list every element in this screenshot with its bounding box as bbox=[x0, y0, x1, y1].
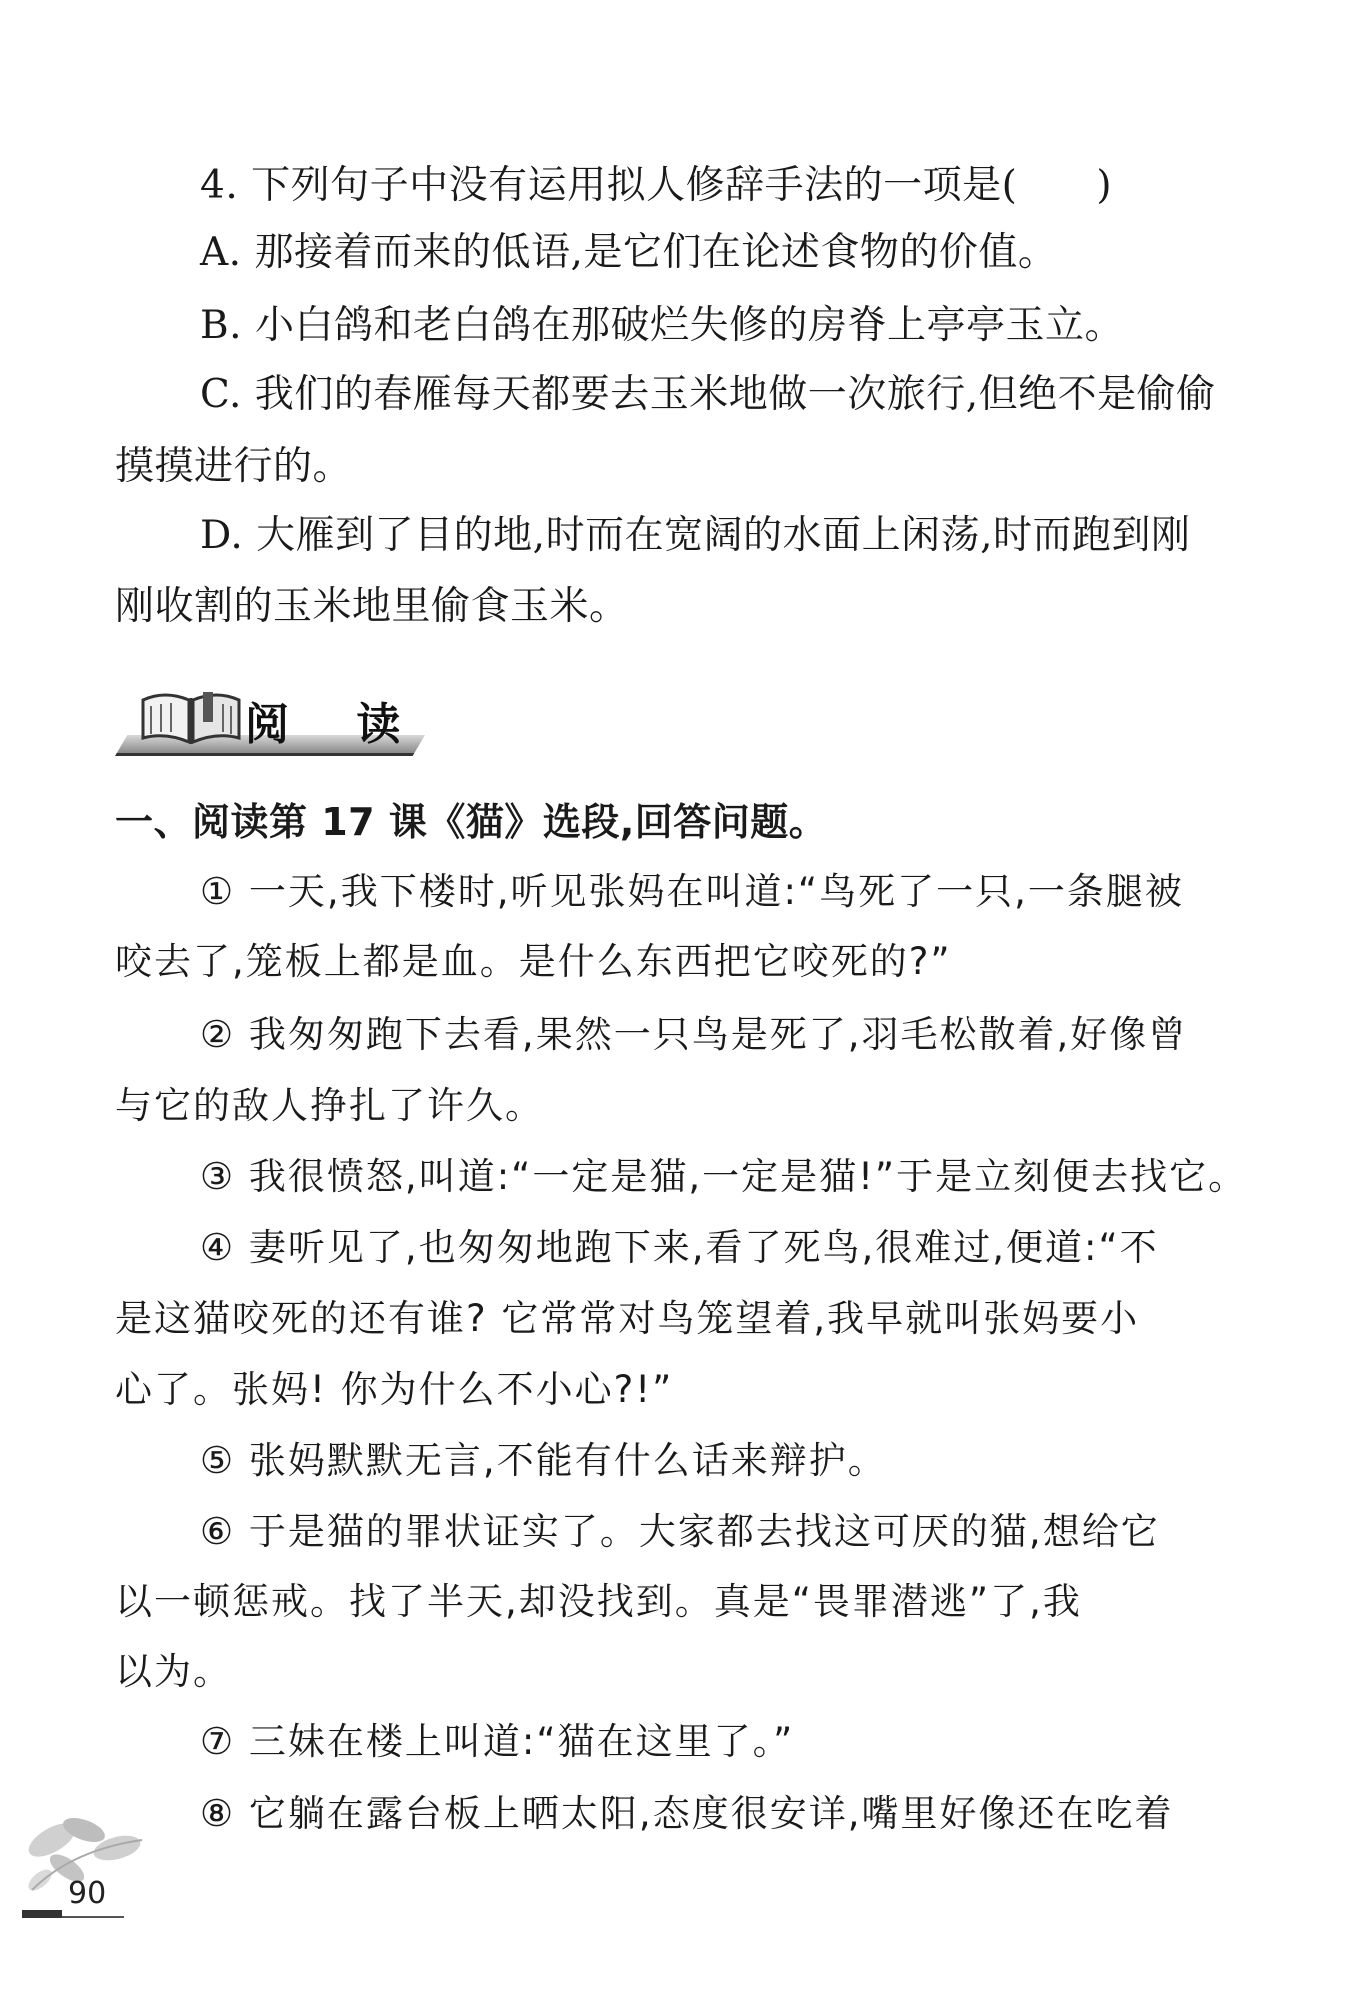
paragraph-7-line-1: ⑦ 三妹在楼上叫道:“猫在这里了。” bbox=[200, 1720, 795, 1763]
paragraph-1-line-1: ① 一天,我下楼时,听见张妈在叫道:“鸟死了一只,一条腿被 bbox=[200, 870, 1184, 913]
footer-rule bbox=[62, 1916, 124, 1918]
option-d-line-2: 刚收割的玉米地里偷食玉米。 bbox=[115, 584, 629, 629]
reading-section-header bbox=[115, 680, 435, 760]
paragraph-1-line-2: 咬去了,笼板上都是血。是什么东西把它咬死的?” bbox=[115, 940, 952, 983]
paragraph-4-line-3: 心了。张妈! 你为什么不小心?!” bbox=[115, 1368, 674, 1411]
option-b: B. 小白鸽和老白鸽在那破烂失修的房脊上亭亭玉立。 bbox=[200, 303, 1124, 348]
paragraph-2-line-1: ② 我匆匆跑下去看,果然一只鸟是死了,羽毛松散着,好像曾 bbox=[200, 1013, 1188, 1056]
paragraph-6-line-1: ⑥ 于是猫的罪状证实了。大家都去找这可厌的猫,想给它 bbox=[200, 1510, 1160, 1553]
paragraph-8-line-1: ⑧ 它躺在露台板上晒太阳,态度很安详,嘴里好像还在吃着 bbox=[200, 1792, 1174, 1835]
paragraph-2-line-2: 与它的敌人挣扎了许久。 bbox=[115, 1084, 544, 1127]
option-d-line-1: D. 大雁到了目的地,时而在宽阔的水面上闲荡,时而跑到刚 bbox=[200, 513, 1191, 558]
reading-heading: 一、阅读第 17 课《猫》选段,回答问题。 bbox=[115, 800, 828, 844]
section-title: 阅 读 bbox=[245, 699, 427, 750]
page-number: 90 bbox=[68, 1876, 107, 1911]
paragraph-5-line-1: ⑤ 张妈默默无言,不能有什么话来辩护。 bbox=[200, 1439, 887, 1482]
paragraph-4-line-1: ④ 妻听见了,也匆匆地跑下来,看了死鸟,很难过,便道:“不 bbox=[200, 1226, 1159, 1269]
paragraph-3-line-1: ③ 我很愤怒,叫道:“一定是猫,一定是猫!”于是立刻便去找它。 bbox=[200, 1155, 1248, 1198]
footer-bar bbox=[22, 1910, 62, 1918]
open-book-icon bbox=[137, 688, 245, 746]
option-c-line-1: C. 我们的春雁每天都要去玉米地做一次旅行,但绝不是偷偷 bbox=[200, 372, 1216, 417]
question-4-stem: 4. 下列句子中没有运用拟人修辞手法的一项是( ) bbox=[200, 163, 1113, 208]
option-c-line-2: 摸摸进行的。 bbox=[115, 444, 353, 489]
paragraph-6-line-2: 以一顿惩戒。找了半天,却没找到。真是“畏罪潜逃”了,我 bbox=[115, 1580, 1082, 1623]
option-a: A. 那接着而来的低语,是它们在论述食物的价值。 bbox=[200, 230, 1058, 275]
paragraph-4-line-2: 是这猫咬死的还有谁? 它常常对鸟笼望着,我早就叫张妈要小 bbox=[115, 1297, 1140, 1340]
paragraph-6-line-3: 以为。 bbox=[115, 1650, 232, 1693]
